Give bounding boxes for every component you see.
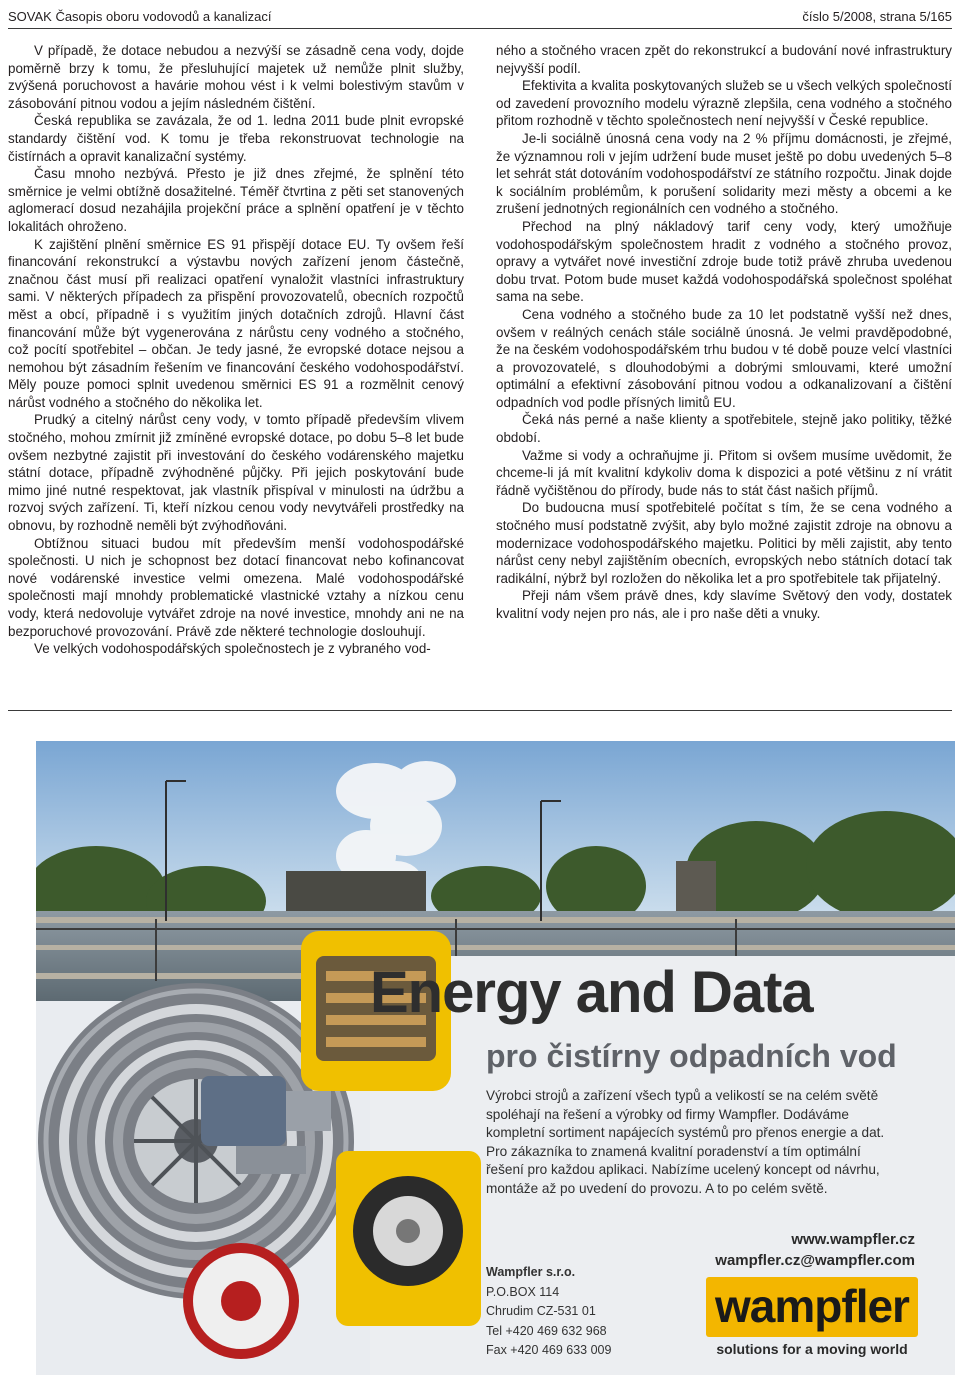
company-address [486, 1263, 611, 1361]
email-link[interactable]: wampfler.cz@wampfler.com [715, 1252, 915, 1269]
paragraph: Čeká nás perné a naše klienty a spotřebitele, stejně jako politiky, těžké období. [496, 412, 952, 446]
motor-reel-unit [336, 1151, 481, 1326]
article-column-left [8, 42, 464, 658]
paragraph: Času mnoho nezbývá. Přesto je již dnes zřejmé, že splnění této směrnice je velmi obtížně dosažitelné. Téměř čtvrtina z pěti set stanovených aglomerací dosud nezahájila projekční práce a splnění opatření je v těchto lokalitách ohroženo. [8, 166, 464, 234]
ad-title: Energy and Data [370, 960, 813, 1025]
ad-contact-links [715, 1229, 915, 1271]
paragraph: Přechod na plný nákladový tarif ceny vody, který umožňuje vodohospodářským společnostem hradit z vodného a stočného provoz, opravy a vytvářet nové investiční zdroje bude totiž právě zhruba uvedenou dobu trvat. Potom bude muset každá vodohospodářská společnost spoléhat sama na sebe. [496, 218, 952, 305]
ad-copy-line: kompletní sortiment napájecích systémů pro přenos energie a dat. [486, 1125, 885, 1140]
ad-copy-line: řešení pro každou aplikaci. Nabízíme ucelený koncept od návrhu, [486, 1162, 880, 1177]
wampfler-logo [706, 1277, 918, 1337]
paragraph: Česká republika se zavázala, že od 1. ledna 2011 bude plnit evropské standardy čištění vod. K tomu je třeba rekonstruovat technologie na čistírnách a opravit kanalizační systémy. [8, 113, 464, 164]
paragraph: Ve velkých vodohospodářských společnostech je z vybraného vod- [34, 641, 431, 657]
ad-tagline: solutions for a moving world [716, 1341, 908, 1357]
paragraph: Efektivita a kvalita poskytovaných služeb se u všech velkých společností od zavedení provozního modelu výrazně zlepšila, cena vodného a stočného přitom rozhodně v těchto společnostech není nejvyšší v České republice. [496, 78, 952, 129]
company-name: Wampfler s.r.o. [486, 1265, 576, 1279]
paragraph: V případě, že dotace nebudou a nezvýší se zásadně cena vody, dojde poměrně brzy k tomu, že přesluhující majetek už nemůže plnit služby, zvýšená poruchovost a havárie mohou vést i k velmi bolestivým stavům v zásobování pitnou vodou a jejím následném čištění. [8, 43, 464, 111]
article-column-right [496, 42, 952, 623]
address-line: Fax +420 469 633 009 [486, 1343, 612, 1357]
ad-copy-line: Pro zákazníka to znamená kvalitní poradenství a tím optimální [486, 1143, 861, 1159]
wampfler-advertisement [36, 741, 955, 1375]
address-line: P.O.BOX 114 [486, 1284, 560, 1299]
journal-title: SOVAK Časopis oboru vodovodů a kanalizací [8, 9, 272, 24]
logo-text: wampfler [715, 1280, 909, 1332]
paragraph: Přeji nám všem právě dnes, kdy slavíme Světový den vody, dostatek kvalitní vody nejen pro nás, ale i pro naše děti a vnuky. [496, 588, 952, 621]
ad-copy-line: montáže až po uvedení do provozu. A to po celém světě. [486, 1180, 828, 1196]
paragraph: ného a stočného vracen zpět do rekonstrukcí a budování nové infrastruktury nejvyšší podíl. [496, 43, 952, 76]
address-line: Tel +420 469 632 968 [486, 1323, 607, 1338]
ad-copy-line: spoléhají na řešení a výrobky od firmy Wampfler. Dodáváme [486, 1106, 849, 1122]
paragraph: Obtížnou situaci budou mít především menší vodohospodářské společnosti. U nich je schopnost bez dotací financovat nebo kofinancovat nové vodárenské investice velmi omezena. Malé vodohospodářské společnosti mají mnohdy problematické vlastnické vztahy a nízkou cenu vody, která nedovoluje vytvářet zdroje na nové investice, mnohdy ani ne na bezporuchové provozování. Právě zde některé technologie doslouhují. [8, 535, 464, 639]
ad-copy-line: Výrobci strojů a zařízení všech typů a velikostí se na celém světě [486, 1088, 879, 1103]
section-divider [8, 710, 952, 711]
running-header [8, 6, 952, 29]
issue-page: číslo 5/2008, strana 5/165 [802, 9, 952, 24]
ad-subtitle: pro čistírny odpadních vod [486, 1038, 897, 1074]
website-link[interactable]: www.wampfler.cz [791, 1231, 915, 1248]
paragraph: Važme si vody a ochraňujme ji. Přitom si ovšem musíme uvědomit, že chceme-li já mít kvalitní kdykoliv doma k dispozici a poté většinu z ní vrátit řádně vyčištěnou do přírody, bude nás to stát část našich příjmů. [496, 447, 952, 498]
paragraph: Cena vodného a stočného bude za 10 let podstatně vyšší než dnes, ovšem v reálných cenách stále sociálně únosná. Je velmi pravděpodobné, že na českém vodohospodářském trhu budou v té době pouze velcí vlastníci a provozovatelé, s dlouhodobými a dobrými smlouvami, které umožní optimální a efektivní zásobování pitnou vodou a odkanalizovaní a čištění odpadních vod podle přísných limitů EU. [496, 306, 952, 410]
ad-body-text [486, 1087, 916, 1198]
paragraph: Je-li sociálně únosná cena vody na 2 % příjmu domácnosti, je zřejmé, že významnou roli v jejím udržení bude muset ještě po dobu uvedených 5–8 let sehrát stát dotováním vodohospodářství ze státního rozpočtu. Jinak dojde k sociálním problémům, k porušení solidarity mezi městy a obcemi a ke zrušení jednotných regionálních cen vodného a stočného. [496, 130, 952, 217]
small-reel [183, 1243, 299, 1359]
paragraph: K zajištění plnění směrnice ES 91 přispějí dotace EU. Ty ovšem řeší financování rekonstrukcí a výstavbu nových zařízení jenom částečně, značnou část musí při realizaci opatření vynaložit vlastníci infrastruktury sami. V některých případech za přispění provozovatelů, obecních rozpočtů měst a obcí, případně i s využitím jiných dotačních zdrojů. Hlavní část financování může být vygenerována z nárůstu ceny vodného a stočného, což pocítí spotřebitel – občan. Je tedy jasné, že evropské dotace nejsou a nemohou být zásadním řešením ve financování českého vodohospodářství. Měly pouze pomoci splnit uvedenou směrnici ES 91 a rozmělnit cenový nárůst vodného a stočného do několika let. [8, 236, 464, 410]
address-line: Chrudim CZ-531 01 [486, 1304, 596, 1318]
paragraph: Prudký a citelný nárůst ceny vody, v tomto případě především vlivem stočného, mohou zmírnit již zmíněné evropské dotace, po dobu 5–8 let bude ovšem nezbytné zajistit při investování do českého vodárenského majetku státní dotace, případně zvýhodněné půjčky. Při jejich poskytování bude mimo jiné nutné respektovat, jak vlastník přispíval v minulosti na údržbu a rozvoj svých zařízení. Ti, kteří nízkou cenou vody nevytvářeli prostředky na obnovu, by rozhodně neměli být zvýhodňováni. [8, 412, 464, 534]
paragraph: Do budoucna musí spotřebitelé počítat s tím, že se cena vodného a stočného musí podstatně zvýšit, aby bylo možné zajistit zdroje na obnovu a modernizace vodohospodářského majetku. Politici by měli zajistit, aby tento nárůst ceny nebyl zajištěním obecních, evropských nebo státních dotací tak radikální, nýbrž byl rozložen do několika let a pro spotřebitele tak přijatelný. [496, 500, 952, 586]
building-right [676, 861, 716, 916]
